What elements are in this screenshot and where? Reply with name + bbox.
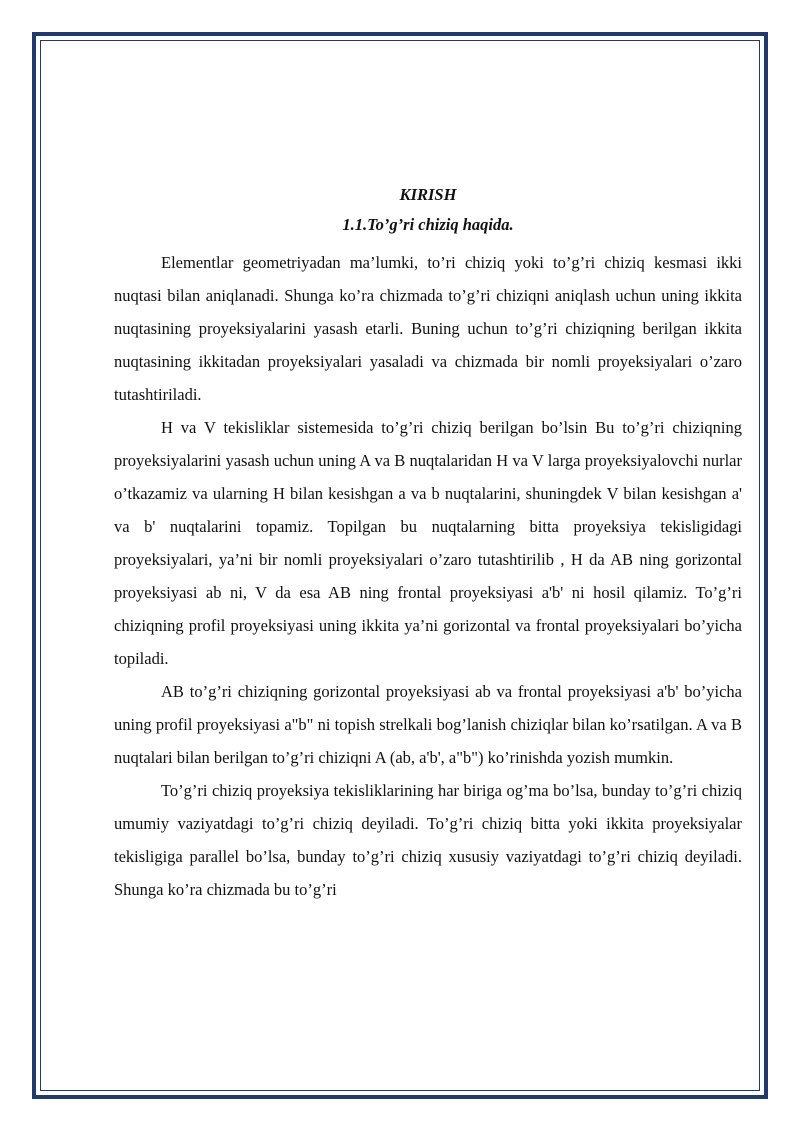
paragraph-1: Elementlar geometriyadan ma’lumki, to’ri chiziq yoki to’g’ri chiziq kesmasi ikki nuqtasi bilan aniqlanadi. Shunga ko’ra chizmada to’g’ri chiziqni aniqlash uchun uning ikkita nuqtasining proyeksiyalarini yasash etarli. Buning uchun to’g’ri chiziqning berilgan ikkita nuqtasining ikkitadan proyeksiyalari yasaladi va chizmada bir nomli proyeksiyalari o’zaro tutashtiriladi. [114, 253, 742, 404]
section-heading: 1.1.To’g’ri chiziq haqida. [342, 215, 514, 234]
paragraph-3: AB to’g’ri chiziqning gorizontal proyeksiyasi ab va frontal proyeksiyasi a'b' bo’yicha uning profil proyeksiyasi a"b" ni topish strelkali bog’lanish chiziqlar bilan ko’rsatilgan. A va B nuqtalari bilan berilgan to’g’ri chiziqni A (ab, a'b', a"b") ko’rinishda yozish mumkin. [114, 682, 742, 767]
paragraph-2: H va V tekisliklar sistemesida to’g’ri chiziq berilgan bo’lsin Bu to’g’ri chiziqning proyeksiyalarini yasash uchun uning A va B nuqtalaridan H va V larga proyeksiyalovchi nurlar o’tkazamiz va ularning H bilan kesishgan a va b nuqtalarini, shuningdek V bilan kesishgan a' va b' nuqtalarini topamiz. Topilgan bu nuqtalarning bitta proyeksiya tekisligidagi proyeksiyalari, ya’ni bir nomli proyeksiyalari o’zaro tutashtirilib , H da AB ning gorizontal proyeksiyasi ab ni, V da esa AB ning frontal proyeksiyasi a'b' ni hosil qilamiz. To’g’ri chiziqning profil proyeksiyasi uning ikkita ya’ni gorizontal va frontal proyeksiyalari bo’yicha topiladi. [114, 418, 742, 668]
document-title: KIRISH [399, 185, 457, 204]
document-body [114, 184, 742, 906]
paragraph-4: To’g’ri chiziq proyeksiya tekisliklarining har biriga og’ma bo’lsa, bunday to’g’ri chiziq umumiy vaziyatdagi to’g’ri chiziq deyiladi. To’g’ri chiziq bitta yoki ikkita proyeksiyalar tekisligiga parallel bo’lsa, bunday to’g’ri chiziq xususiy vaziyatdagi to’g’ri chiziq deyiladi. Shunga ko’ra chizmada bu to’g’ri [114, 781, 742, 899]
